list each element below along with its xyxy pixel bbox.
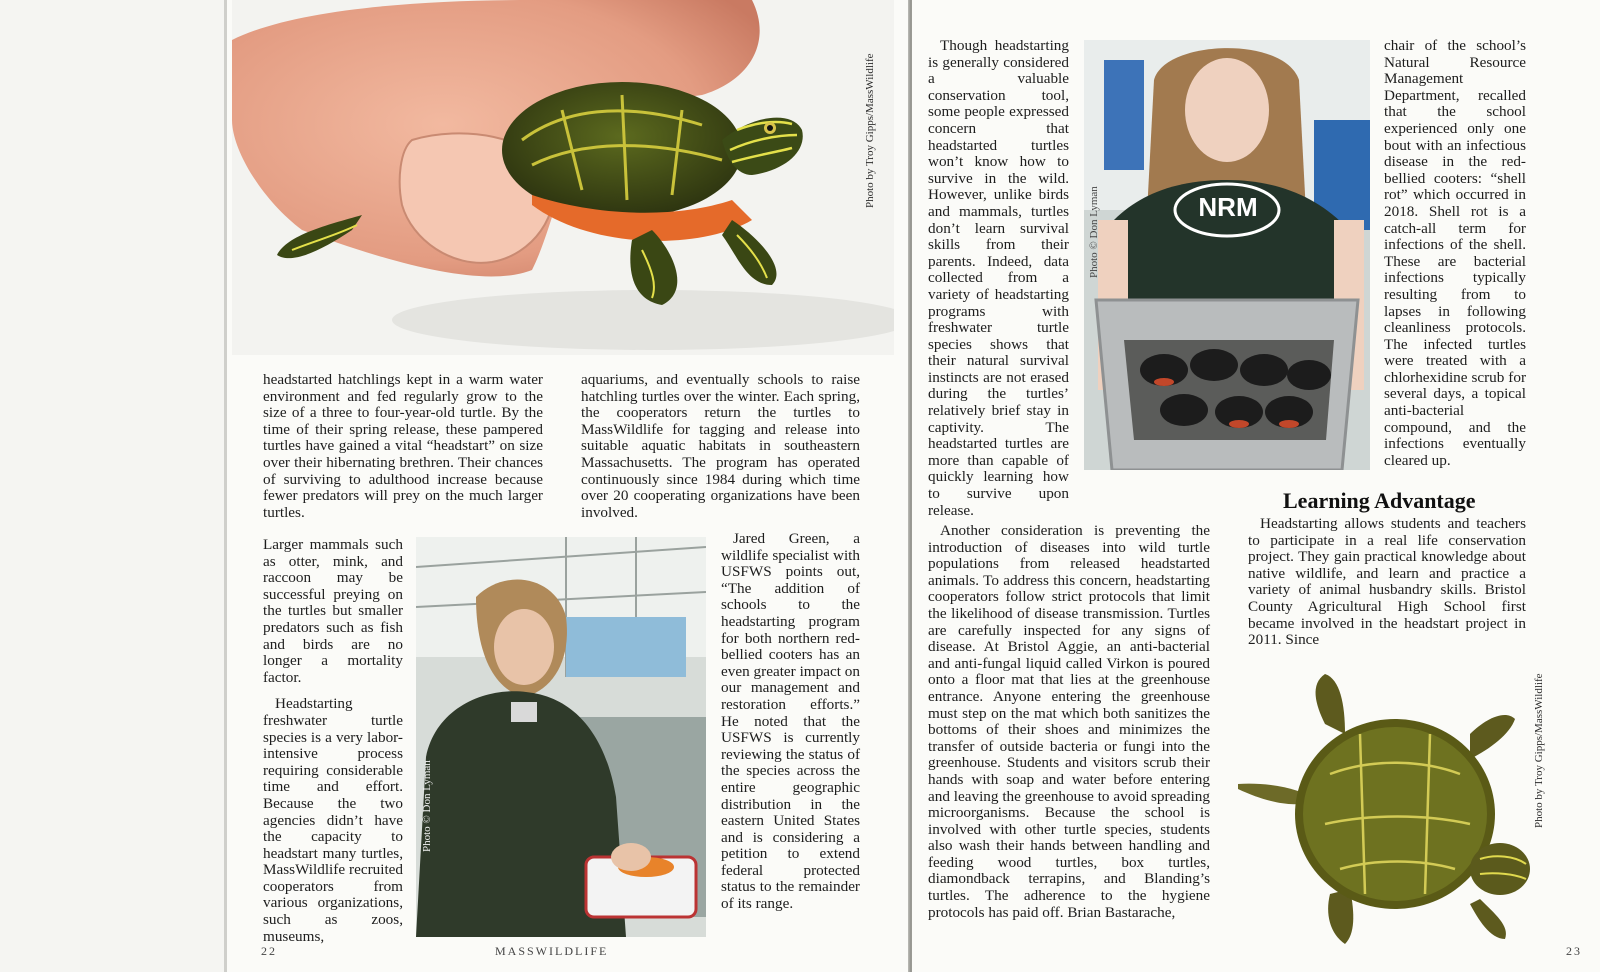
paragraph: Headstarting freshwater turtle species is a very labor-intensive process requiring considerable time and effort. Because the two agencies didn’t have the capacity to headstart many turtles, MassWildlife recruited cooperators from various organizations, such as zoos, museums,	[263, 695, 403, 945]
paragraph: chair of the school’s Natural Resource Management Department, recalled that the school experienced only one bout with an infectious disease in the red-bellied cooters: “shell rot” which occurred in 2018. Shell rot is a catch-all term for infections of the shell. These are bacterial infections typically resulting from to lapses in following cleanliness protocols. The infected turtles were treated with a chlorhexidine scrub for several days, a topical anti-bacterial compound, and the infections eventually cleared up.	[1384, 37, 1526, 469]
page-number: 23	[1566, 944, 1582, 958]
inset-photo-credit: Photo © Don Lyman	[421, 760, 433, 852]
hatchling-in-hand-photo	[232, 0, 894, 355]
paragraph: aquariums, and eventually schools to raise hatchling turtles over the winter. Each spring, the cooperators return the turtles to MassWildlife for tagging and release into suitable aquatic habitats in southeastern Massachusetts. The program has operated continuously since 1984 during which time over 20 cooperating organizations have been involved.	[581, 371, 860, 521]
shirt-logo-text: NRM	[1198, 192, 1258, 222]
left-page-column-1-narrow	[263, 537, 403, 945]
paragraph: Though headstarting is generally considered a valuable conservation tool, some people expressed concern that headstarted turtles won’t know how to survive in the wild. However, unlike birds and mammals, turtles don’t learn survival skills from their parents. Indeed, data collected from a variety of headstarting programs with freshwater turtle species shows that their natural survival instincts are not erased during the turtles’ relatively brief stay in captivity. The headstarted turtles are more than capable of quickly learning how to survive upon release.	[928, 37, 1069, 519]
bottom-photo-credit: Photo by Troy Gipps/MassWildlife	[1533, 673, 1545, 828]
right-page-column-2	[1248, 516, 1526, 649]
section-heading: Learning Advantage	[1283, 488, 1476, 513]
left-page-column-2-narrow	[721, 531, 860, 913]
right-page	[912, 0, 1600, 972]
paragraph: Larger mammals such as otter, mink, and raccoon may be successful preying on the turtles but smaller predators such as fish and birds are no longer a mortality factor.	[263, 536, 403, 686]
paragraph: Headstarting allows students and teachers to participate in a real life conservation project. They gain practical knowledge about native wildlife, and learn and practice a variety of animal husbandry skills. Bristol County Agricultural High School first became involved in the headstart project in 2011. Since	[1248, 515, 1526, 649]
page-edge	[224, 0, 227, 972]
left-page-column-1	[263, 372, 543, 521]
left-page-column-2	[581, 372, 860, 521]
right-page-column-1	[928, 523, 1210, 921]
top-right-photo-credit: Photo © Don Lyman	[1088, 186, 1100, 278]
page-number: 22	[261, 944, 277, 958]
outer-margin	[0, 0, 226, 972]
hatchling-top-view-photo	[1230, 664, 1540, 954]
paragraph: headstarted hatchlings kept in a warm water environment and fed regularly grow to the size of a three to four-year-old turtle. By the time of their spring release, these pampered turtles have gained a vital “headstart” on size over their hibernating brethren. Their chances of surviving to adulthood increase because fewer predators will prey on the much larger turtles.	[263, 371, 543, 521]
running-foot: MASSWILDLIFE	[495, 944, 609, 958]
top-photo-credit: Photo by Troy Gipps/MassWildlife	[864, 53, 876, 208]
student-weighing-turtle-photo	[416, 537, 706, 937]
student-with-turtle-bin-photo	[1084, 40, 1370, 470]
paragraph: Jared Green, a wildlife specialist with USFWS points out, “The addition of schools to the headstarting program for both northern red-bellied cooters has an even greater impact on our management and restoration efforts.” He noted that the USFWS is currently reviewing the status of the species across the entire geographic distribution in the eastern United States and is considering a petition to extend federal protected status to the remainder of its range.	[721, 530, 860, 913]
right-page-column-2-narrow	[1384, 38, 1526, 469]
right-page-column-1-narrow	[928, 38, 1069, 519]
paragraph: Another consideration is preventing the introduction of diseases into wild turtle populations from released headstarted animals. To address this concern, headstarting cooperators follow strict protocols that limit the likelihood of disease transmission. Turtles are carefully inspected for any signs of disease. At Bristol Aggie, an anti-bacterial and anti-fungal liquid called Virkon is poured onto a floor mat that lies at the greenhouse entrance. Anyone entering the greenhouse must step on the mat which both sanitizes the bottoms of their shoes and minimizes the transfer of outside bacteria or fungi into the greenhouse. Students and visitors scrub their hands with soap and water before entering and leaving the greenhouse to avoid spreading microorganisms. Because the school is involved with other turtle species, students also wash their hands between handling and feeding wood turtles, box turtles, diamondback terrapins, and Blanding’s turtles. The adherence to the hygiene protocols has paid off. Brian Bastarache,	[928, 522, 1210, 921]
